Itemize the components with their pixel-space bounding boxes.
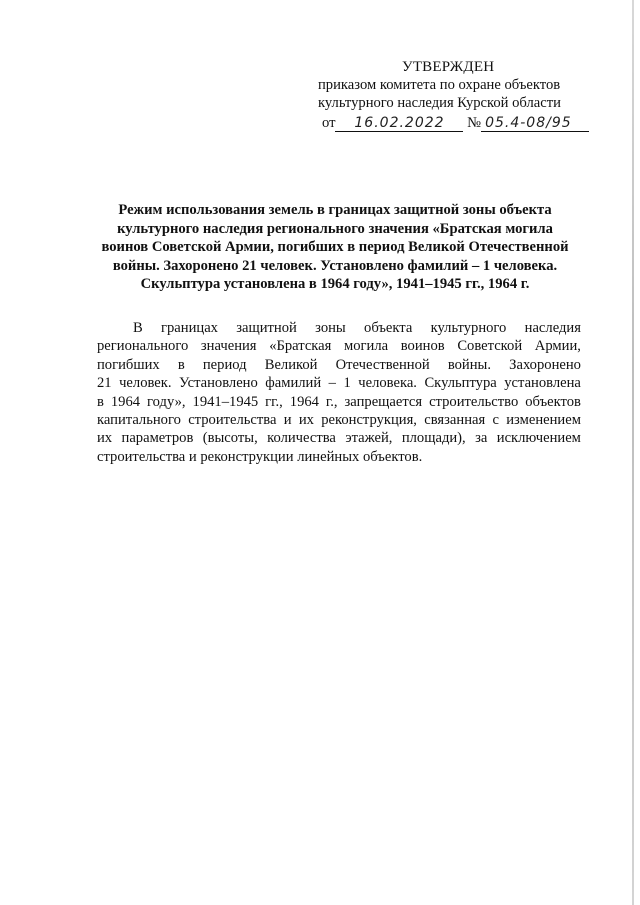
body-line xyxy=(97,374,581,392)
body-word: установлена xyxy=(504,375,581,392)
body-word: этажей, xyxy=(345,430,393,447)
body-word: количества xyxy=(267,430,336,447)
title-line: Режим использования земель в границах защитной зоны объекта xyxy=(118,202,552,218)
body-word: 21 xyxy=(97,375,112,392)
body-word: объектов xyxy=(525,393,581,410)
body-word: «Братская xyxy=(269,338,332,355)
body-word: Великой xyxy=(264,356,318,373)
body-word: 1 xyxy=(343,375,351,392)
body-line xyxy=(97,429,581,447)
body-line xyxy=(97,337,581,355)
approval-date-number-line xyxy=(322,114,608,132)
body-word: с xyxy=(492,412,499,429)
approval-line-2: культурного наследия Курской области xyxy=(318,95,561,111)
title-line: Скульптура установлена в 1964 году», 1941–1945 гг., 1964 г. xyxy=(140,276,530,293)
title-line: культурного наследия регионального значения «Братская могила xyxy=(117,220,553,237)
approval-line-1: приказом комитета по охране объектов xyxy=(318,77,561,93)
approval-stamp-block xyxy=(318,58,608,132)
body-word: могила xyxy=(344,338,389,355)
body-word: за xyxy=(475,430,488,447)
body-word: в xyxy=(97,393,104,410)
scan-edge-shadow xyxy=(632,0,634,905)
body-word: площади), xyxy=(401,430,466,447)
title-line: воинов Советской Армии, погибших в период Великой Отечественной xyxy=(101,239,569,256)
body-word: их xyxy=(97,430,113,447)
body-paragraph xyxy=(97,319,581,466)
handwritten-date: 16.02.2022 xyxy=(335,115,463,132)
body-word: фамилий xyxy=(265,375,322,392)
body-word: запрещается xyxy=(344,393,423,410)
body-word: Скульптура xyxy=(424,375,497,392)
body-word: Советской xyxy=(457,338,523,355)
body-word: 1964 xyxy=(110,393,141,410)
body-line xyxy=(97,356,581,374)
date-prefix: от xyxy=(322,115,336,131)
body-word: человек. xyxy=(119,375,172,392)
body-word: воинов xyxy=(400,338,445,355)
body-word: погибших xyxy=(97,356,160,373)
title-line: войны. Захоронено 21 человек. Установлено фамилий – 1 человека. xyxy=(112,257,558,274)
body-word: строительства xyxy=(188,412,277,429)
body-word: регионального xyxy=(97,338,189,355)
body-word: защитной xyxy=(236,320,297,336)
body-word: 1964 xyxy=(289,393,319,410)
body-word: в xyxy=(177,356,185,373)
body-word: значения xyxy=(200,338,257,355)
body-word: реконструкция, xyxy=(321,412,417,429)
body-word: году», xyxy=(147,393,186,410)
body-line xyxy=(97,319,581,337)
body-line xyxy=(97,411,581,429)
body-word: исключением xyxy=(496,430,581,447)
document-title xyxy=(88,201,582,294)
approval-heading: УТВЕРЖДЕН xyxy=(402,59,495,75)
handwritten-order-number: 05.4-08/95 xyxy=(481,115,589,132)
body-word: гг., xyxy=(265,393,283,410)
body-line xyxy=(97,393,581,411)
body-word: зоны xyxy=(315,320,346,336)
body-word: Установлено xyxy=(179,375,258,392)
number-prefix: № xyxy=(467,115,482,131)
body-word: войны. xyxy=(447,356,492,373)
body-word: Захоронено xyxy=(509,356,581,373)
body-word: (высоты, xyxy=(202,430,258,447)
body-word: Армии, xyxy=(534,338,581,355)
body-word: их xyxy=(298,412,314,429)
body-word: связанная xyxy=(424,412,486,429)
body-word: наследия xyxy=(524,320,581,336)
body-word: изменением xyxy=(506,412,581,429)
body-word: капитального xyxy=(97,412,181,429)
body-word: – xyxy=(328,375,336,392)
body-word: и xyxy=(283,412,292,429)
body-word: границах xyxy=(161,320,218,336)
body-word: Отечественной xyxy=(335,356,430,373)
body-word: период xyxy=(202,356,247,373)
body-word: В xyxy=(133,320,143,336)
body-word: г., xyxy=(325,393,338,410)
body-word: культурного xyxy=(430,320,507,336)
body-word: человека. xyxy=(358,375,417,392)
body-word: 1941–1945 xyxy=(192,393,259,410)
body-word: объекта xyxy=(364,320,413,336)
body-word: строительство xyxy=(429,393,519,410)
body-word: параметров xyxy=(121,430,194,447)
body-line: строительства и реконструкции линейных объектов. xyxy=(97,448,423,465)
